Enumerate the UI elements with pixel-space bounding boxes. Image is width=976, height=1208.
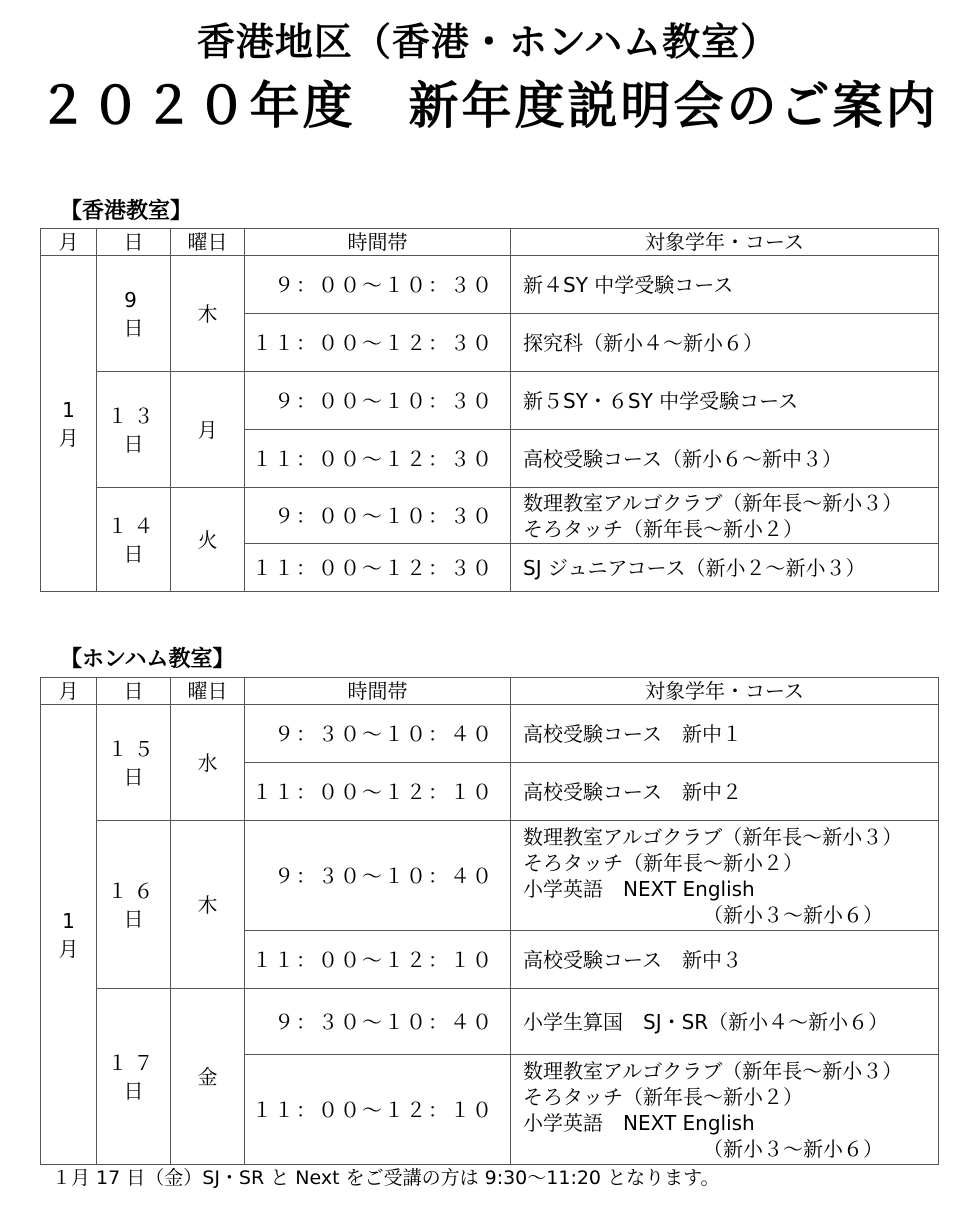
footnote: １月 17 日（金）SJ・SR と Next をご受講の方は 9:30〜11:20 となります。 xyxy=(52,1167,720,1189)
course-cell xyxy=(511,821,939,931)
time-cell: ９：００〜１０：３０ xyxy=(245,372,511,430)
table-row xyxy=(41,821,939,931)
course-line: 数理教室アルゴクラブ（新年長〜新小３） xyxy=(523,824,903,849)
section-heading-hongkong: 【香港教室】 xyxy=(60,199,193,224)
course-cell xyxy=(511,488,939,544)
day-label: 日 xyxy=(123,541,144,566)
header-month: 月 xyxy=(41,229,97,256)
course-cell xyxy=(511,544,939,592)
time-cell: ９：３０〜１０：４０ xyxy=(245,705,511,763)
header-weekday: 曜日 xyxy=(171,229,245,256)
time-cell: １１：００〜１２：３０ xyxy=(245,544,511,592)
month-cell xyxy=(41,256,97,592)
course-cell xyxy=(511,989,939,1055)
course-line: 高校受験コース 新中１ xyxy=(523,721,742,746)
table-header-row xyxy=(41,229,939,256)
month-label: 月 xyxy=(58,425,79,450)
course-line: 数理教室アルゴクラブ（新年長〜新小３） xyxy=(523,490,903,515)
month-number: 1 xyxy=(62,397,75,422)
time-cell: ９：３０〜１０：４０ xyxy=(245,989,511,1055)
time-cell: １１：００〜１２：３０ xyxy=(245,314,511,372)
table-row xyxy=(41,989,939,1055)
day-label: 日 xyxy=(123,315,144,340)
day-number: 9 xyxy=(124,287,143,312)
time-cell: ９：３０〜１０：４０ xyxy=(245,821,511,931)
schedule-table-hongkong xyxy=(40,228,939,592)
course-line: 探究科（新小４〜新小６） xyxy=(523,330,763,355)
table-row xyxy=(41,705,939,763)
course-line: （新小３〜新小６） xyxy=(703,902,883,927)
page-subtitle: ２０２０年度 新年度説明会のご案内 xyxy=(37,77,939,135)
day-number: １４ xyxy=(107,513,160,538)
month-number: 1 xyxy=(62,908,75,933)
time-cell: １１：００〜１２：１０ xyxy=(245,763,511,821)
month-cell xyxy=(41,705,97,1165)
section-heading-hunghom: 【ホンハム教室】 xyxy=(60,647,235,672)
day-number: １３ xyxy=(107,403,160,428)
time-cell: １１：００〜１２：３０ xyxy=(245,430,511,488)
weekday-cell: 木 xyxy=(171,256,245,372)
day-cell xyxy=(97,488,171,592)
course-cell xyxy=(511,314,939,372)
day-cell xyxy=(97,821,171,989)
time-cell: １１：００〜１２：１０ xyxy=(245,931,511,989)
weekday-cell: 木 xyxy=(171,821,245,989)
course-line: 小学英語 NEXT English xyxy=(523,1110,755,1135)
course-line: 新４SY 中学受験コース xyxy=(523,272,734,297)
day-cell xyxy=(97,372,171,488)
course-line: 高校受験コース（新小６〜新中３） xyxy=(523,446,842,471)
day-number: １６ xyxy=(107,878,160,903)
weekday-cell: 金 xyxy=(171,989,245,1165)
table-row xyxy=(41,256,939,314)
course-line: SJ ジュニアコース（新小２〜新小３） xyxy=(523,555,866,580)
schedule-table-hunghom xyxy=(40,677,939,1165)
time-cell: ９：００〜１０：３０ xyxy=(245,256,511,314)
course-cell xyxy=(511,1055,939,1165)
course-line: 高校受験コース 新中３ xyxy=(523,947,742,972)
day-label: 日 xyxy=(123,906,144,931)
weekday-cell: 火 xyxy=(171,488,245,592)
header-time: 時間帯 xyxy=(245,678,511,705)
weekday-cell: 月 xyxy=(171,372,245,488)
day-number: １７ xyxy=(107,1050,160,1075)
day-cell xyxy=(97,256,171,372)
course-line: 数理教室アルゴクラブ（新年長〜新小３） xyxy=(523,1058,903,1083)
time-cell: １１：００〜１２：１０ xyxy=(245,1055,511,1165)
time-cell: ９：００〜１０：３０ xyxy=(245,488,511,544)
day-cell xyxy=(97,705,171,821)
day-label: 日 xyxy=(123,431,144,456)
header-time: 時間帯 xyxy=(245,229,511,256)
day-label: 日 xyxy=(123,764,144,789)
course-line: （新小３〜新小６） xyxy=(703,1136,883,1161)
day-label: 日 xyxy=(123,1078,144,1103)
course-line: 小学英語 NEXT English xyxy=(523,876,755,901)
course-line: 高校受験コース 新中２ xyxy=(523,779,742,804)
course-line: そろタッチ（新年長〜新小２） xyxy=(523,850,803,875)
course-line: 新５SY・６SY 中学受験コース xyxy=(523,388,799,413)
course-line: そろタッチ（新年長〜新小２） xyxy=(523,516,803,541)
course-cell xyxy=(511,705,939,763)
day-cell xyxy=(97,989,171,1165)
table-row xyxy=(41,372,939,430)
month-label: 月 xyxy=(58,936,79,961)
day-number: １５ xyxy=(107,736,160,761)
course-cell xyxy=(511,372,939,430)
page-title: 香港地区（香港・ホンハム教室） xyxy=(196,20,780,64)
header-weekday: 曜日 xyxy=(171,678,245,705)
table-header-row xyxy=(41,678,939,705)
header-course: 対象学年・コース xyxy=(511,678,939,705)
header-course: 対象学年・コース xyxy=(511,229,939,256)
course-line: そろタッチ（新年長〜新小２） xyxy=(523,1084,803,1109)
course-cell xyxy=(511,763,939,821)
course-line: 小学生算国 SJ・SR（新小４〜新小６） xyxy=(523,1009,889,1034)
header-day: 日 xyxy=(97,229,171,256)
course-cell xyxy=(511,256,939,314)
table-row xyxy=(41,488,939,544)
course-cell xyxy=(511,931,939,989)
weekday-cell: 水 xyxy=(171,705,245,821)
header-month: 月 xyxy=(41,678,97,705)
header-day: 日 xyxy=(97,678,171,705)
course-cell xyxy=(511,430,939,488)
